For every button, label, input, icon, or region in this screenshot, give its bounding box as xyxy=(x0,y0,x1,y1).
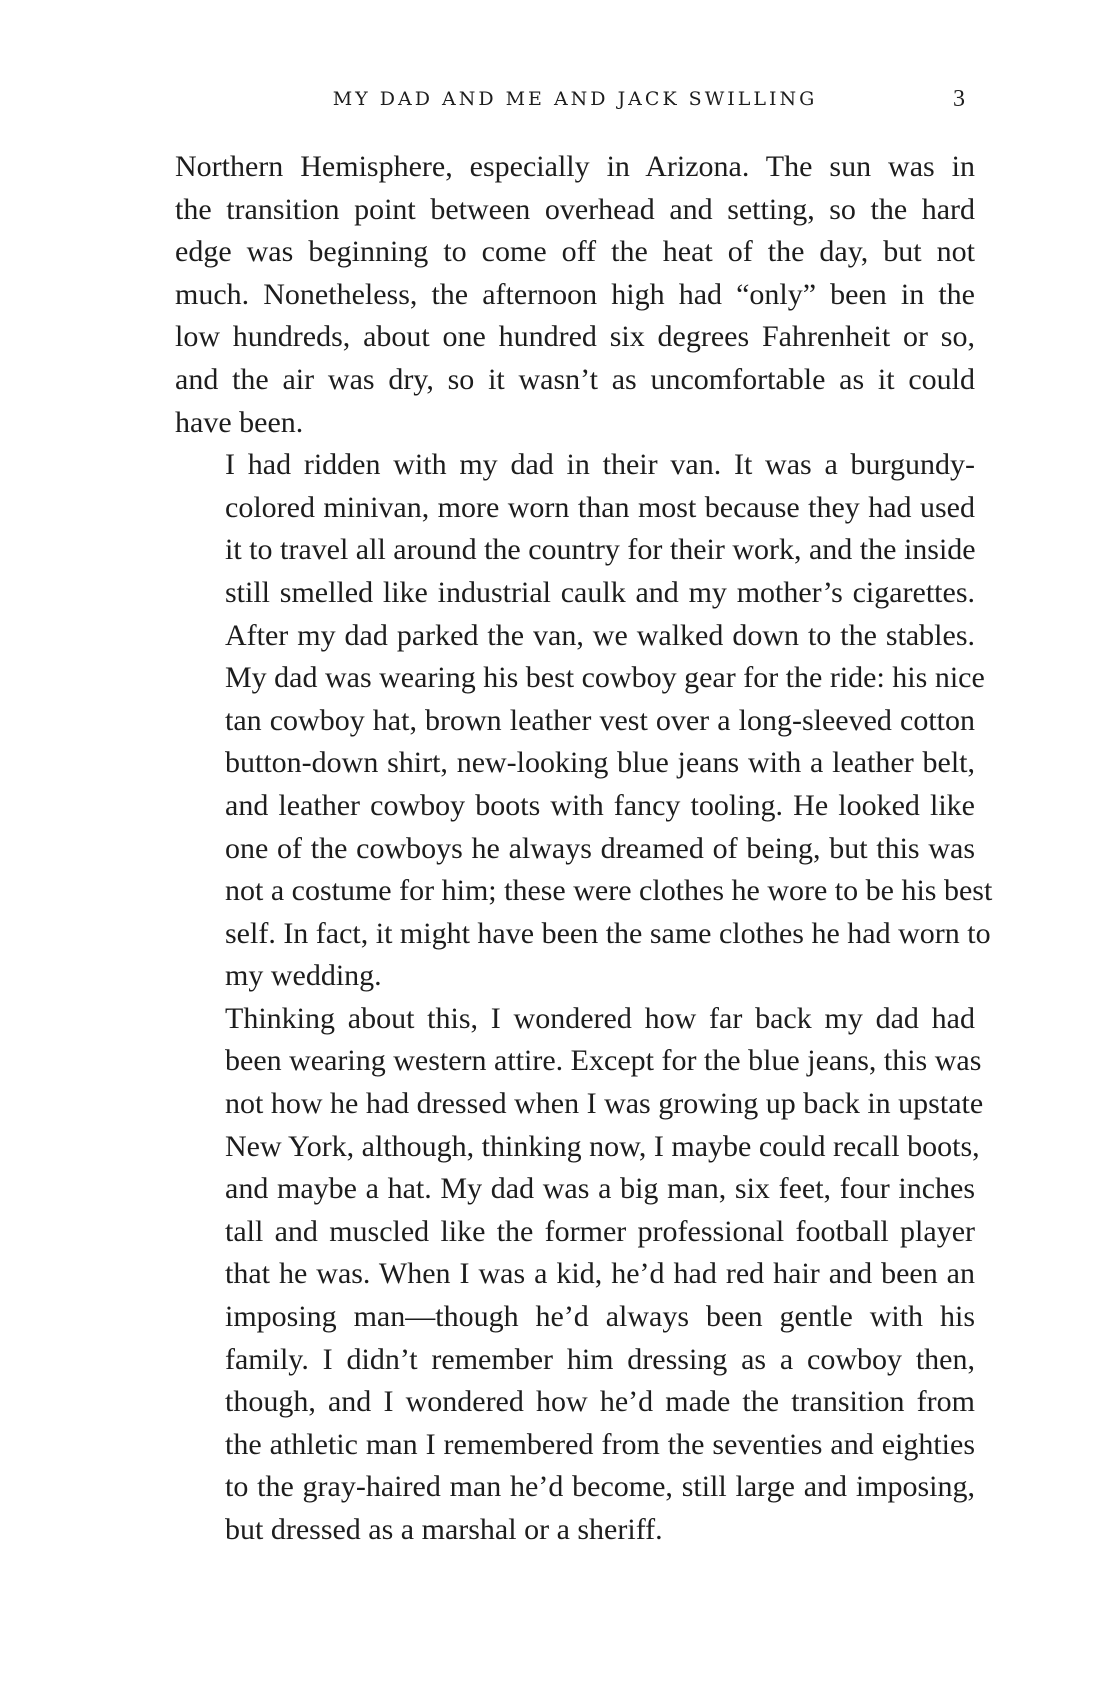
text-line: and leather cowboy boots with fancy tooling. He looked like xyxy=(225,788,975,822)
text-line: family. I didn’t remember him dressing as a cowboy then, xyxy=(225,1342,975,1376)
text-line: it to travel all around the country for their work, and the inside xyxy=(225,533,976,567)
text-line: colored minivan, more worn than most because they had used xyxy=(225,490,975,524)
text-line: I had ridden with my dad in their van. It was a burgundy- xyxy=(225,448,975,482)
text-line: much. Nonetheless, the afternoon high had “only” been in the xyxy=(175,277,975,311)
text-line: My dad was wearing his best cowboy gear for the ride: his nice xyxy=(225,661,985,695)
running-header xyxy=(175,84,975,114)
text-line: not how he had dressed when I was growing up back in upstate xyxy=(225,1087,984,1121)
text-line: Northern Hemisphere, especially in Arizona. The sun was in xyxy=(175,150,975,183)
text-line: edge was beginning to come off the heat of the day, but not xyxy=(175,235,975,269)
text-line: New York, although, thinking now, I maybe could recall boots, xyxy=(225,1129,980,1163)
paragraph xyxy=(175,998,984,1552)
text-line: have been. xyxy=(175,405,304,439)
running-title: MY DAD AND ME AND JACK SWILLING xyxy=(332,88,818,110)
body-text xyxy=(175,146,993,1552)
text-line: and the air was dry, so it wasn’t as uncomfortable as it could xyxy=(175,362,975,396)
text-line: my wedding. xyxy=(225,959,382,993)
text-line: After my dad parked the van, we walked down to the stables. xyxy=(225,618,975,652)
text-line: Thinking about this, I wondered how far back my dad had xyxy=(225,1001,975,1035)
paragraph xyxy=(175,444,993,998)
text-line: but dressed as a marshal or a sheriff. xyxy=(225,1513,663,1546)
text-line: low hundreds, about one hundred six degrees Fahrenheit or so, xyxy=(175,320,975,354)
text-line: to the gray-haired man he’d become, still large and imposing, xyxy=(225,1470,975,1504)
text-line: button-down shirt, new-looking blue jeans with a leather belt, xyxy=(225,746,975,780)
text-line: and maybe a hat. My dad was a big man, six feet, four inches xyxy=(225,1172,975,1206)
text-line: tan cowboy hat, brown leather vest over a long-sleeved cotton xyxy=(225,703,975,737)
text-line: self. In fact, it might have been the same clothes he had worn to xyxy=(225,916,991,950)
text-line: the athletic man I remembered from the seventies and eighties xyxy=(225,1427,975,1461)
text-line: not a costume for him; these were clothes he wore to be his best xyxy=(225,874,993,908)
text-line: the transition point between overhead and setting, so the hard xyxy=(175,192,975,226)
paragraph xyxy=(175,146,975,444)
text-line: though, and I wondered how he’d made the transition from xyxy=(225,1385,975,1419)
text-line: tall and muscled like the former professional football player xyxy=(225,1214,975,1248)
text-line: one of the cowboys he always dreamed of being, but this was xyxy=(225,831,975,865)
text-line: still smelled like industrial caulk and my mother’s cigarettes. xyxy=(225,575,975,609)
text-line: imposing man—though he’d always been gentle with his xyxy=(225,1300,975,1334)
page-number: 3 xyxy=(953,86,965,112)
text-line: been wearing western attire. Except for the blue jeans, this was xyxy=(225,1044,982,1078)
text-line: that he was. When I was a kid, he’d had red hair and been an xyxy=(225,1257,975,1291)
